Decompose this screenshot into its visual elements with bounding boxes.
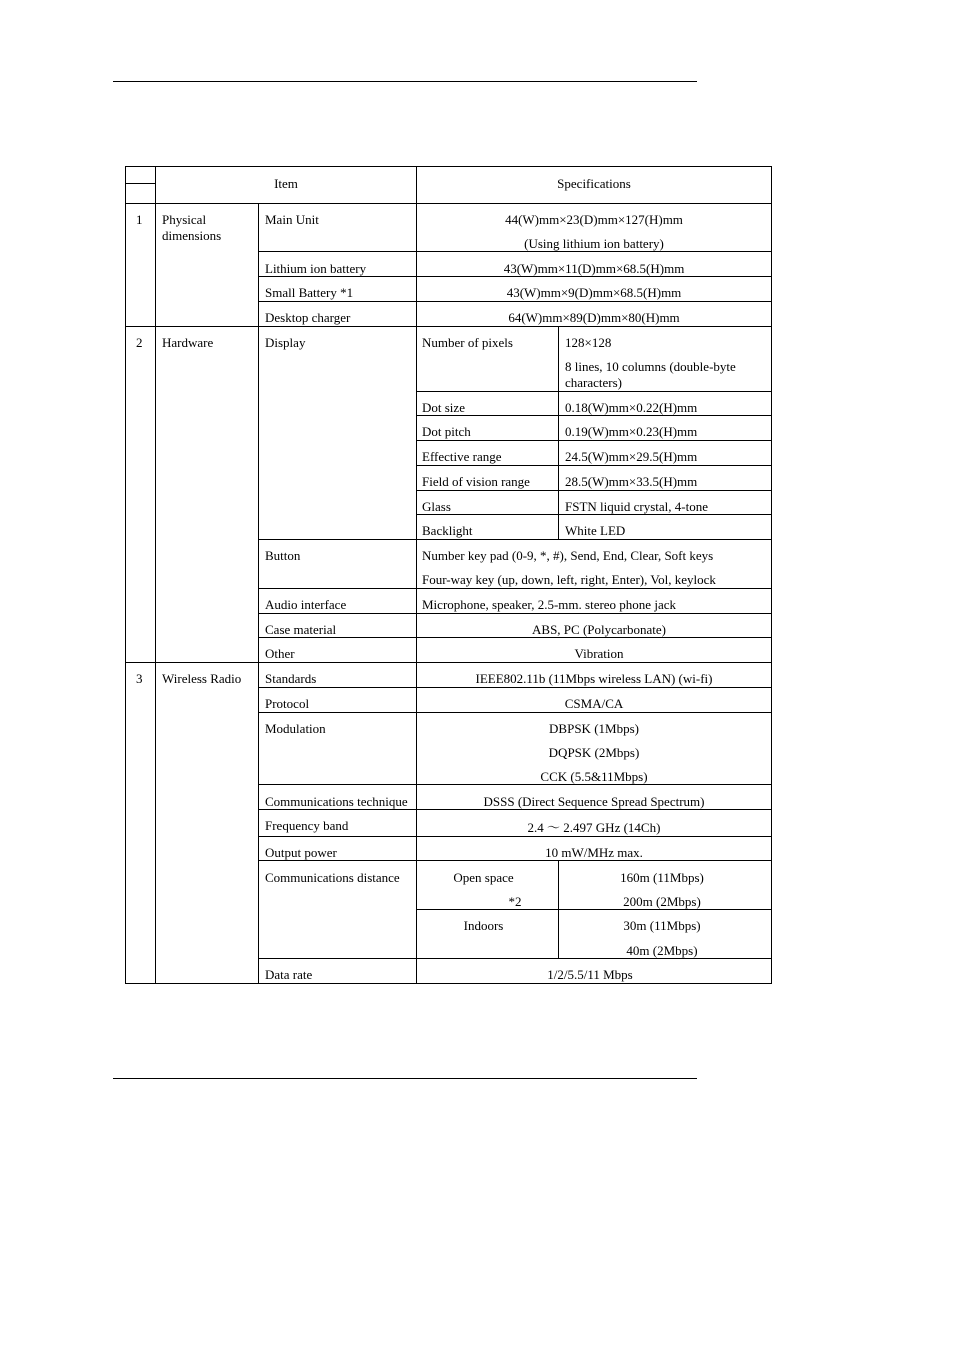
display-attr-value: FSTN liquid crystal, 4-tone: [565, 499, 708, 514]
row-line: [258, 712, 772, 713]
row-line: [258, 301, 772, 302]
spec-value: CCK (5.5&11Mbps): [540, 769, 648, 784]
spec-value: 43(W)mm×11(D)mm×68.5(H)mm: [503, 261, 685, 276]
display-attr-value: 28.5(W)mm×33.5(H)mm: [565, 474, 698, 489]
display-attr-value: 128×128: [565, 335, 612, 350]
footer-rule: [113, 1078, 697, 1079]
distance-note: *2: [508, 894, 522, 909]
spec-value: 2.4 ～ 2.497 GHz (14Ch): [527, 820, 661, 835]
item-label: Communications technique: [265, 794, 408, 809]
display-attr-value: White LED: [565, 523, 626, 538]
item-label: Communications distance: [265, 870, 400, 885]
item-label: Case material: [265, 622, 337, 637]
item-label: Main Unit: [265, 212, 319, 227]
header-rule: [113, 81, 697, 82]
col-line: [558, 326, 559, 539]
item-label: Data rate: [265, 967, 313, 982]
section-category: Hardware: [162, 335, 214, 350]
item-label: Button: [265, 548, 301, 563]
item-label: Other: [265, 646, 295, 661]
row-line: [258, 836, 772, 837]
spec-value: 43(W)mm×9(D)mm×68.5(H)mm: [506, 285, 682, 300]
table-corner-line: [125, 183, 155, 184]
spec-value: CSMA/CA: [564, 696, 624, 711]
table-border-left: [125, 166, 126, 984]
spec-value: DSSS (Direct Sequence Spread Spectrum): [483, 794, 705, 809]
display-attr-value: 0.18(W)mm×0.22(H)mm: [565, 400, 698, 415]
table-border-bottom: [125, 983, 772, 984]
item-label: Desktop charger: [265, 310, 351, 325]
section-category: Wireless Radio: [162, 671, 242, 686]
spec-value: IEEE802.11b (11Mbps wireless LAN) (wi-fi): [475, 671, 713, 686]
spec-value: 64(W)mm×89(D)mm×80(H)mm: [508, 310, 680, 325]
row-line: [258, 588, 772, 589]
item-label: Frequency band: [265, 818, 349, 833]
distance-value: 160m (11Mbps): [620, 870, 704, 885]
col-line: [258, 203, 259, 984]
spec-value: 44(W)mm×23(D)mm×127(H)mm: [505, 212, 683, 227]
table-border-right: [771, 166, 772, 984]
row-line: [416, 490, 772, 491]
row-line: [416, 391, 772, 392]
item-label: Lithium ion battery: [265, 261, 367, 276]
display-attr-name: Glass: [422, 499, 451, 514]
row-line: [258, 613, 772, 614]
item-label: Audio interface: [265, 597, 347, 612]
spec-value: DQPSK (2Mbps): [548, 745, 640, 760]
spec-value: ABS, PC (Polycarbonate): [532, 622, 666, 637]
distance-value: 40m (2Mbps): [626, 943, 698, 958]
spec-value: 1/2/5.5/11 Mbps: [547, 967, 633, 982]
section-line: [125, 662, 772, 663]
display-attr-name: Field of vision range: [422, 474, 530, 489]
distance-condition: Open space: [453, 870, 514, 885]
display-attr-value: 24.5(W)mm×29.5(H)mm: [565, 449, 698, 464]
item-label: Standards: [265, 671, 317, 686]
spec-value: 10 mW/MHz max.: [545, 845, 643, 860]
section-number: 1: [136, 212, 143, 227]
item-label: Small Battery *1: [265, 285, 354, 300]
spec-value: DBPSK (1Mbps): [549, 721, 639, 736]
spec-value: Four-way key (up, down, left, right, Enter), Vol, keylock: [422, 572, 716, 587]
distance-value: 200m (2Mbps): [623, 894, 701, 909]
spec-value: Vibration: [574, 646, 624, 661]
row-line: [416, 440, 772, 441]
row-line: [258, 539, 772, 540]
item-label: Protocol: [265, 696, 310, 711]
item-label: Modulation: [265, 721, 326, 736]
display-attr-name: Dot size: [422, 400, 465, 415]
spec-value: Microphone, speaker, 2.5-mm. stereo phone jack: [422, 597, 676, 612]
header-item: Item: [274, 176, 298, 191]
display-attr-name: Backlight: [422, 523, 473, 538]
item-label: Display: [265, 335, 306, 350]
spec-value: Number key pad (0-9, *, #), Send, End, Clear, Soft keys: [422, 548, 714, 563]
col-line: [155, 166, 156, 984]
display-attr-value: 8 lines, 10 columns (double-byte characters): [565, 359, 736, 390]
section-category: Physical dimensions: [162, 212, 222, 243]
display-attr-name: Effective range: [422, 449, 502, 464]
display-attr-value: 0.19(W)mm×0.23(H)mm: [565, 424, 698, 439]
row-line: [258, 687, 772, 688]
display-attr-name: Number of pixels: [422, 335, 513, 350]
table-header-bottom: [125, 203, 772, 204]
specifications-table: [125, 166, 772, 984]
section-number: 3: [136, 671, 143, 686]
item-label: Output power: [265, 845, 337, 860]
distance-condition: Indoors: [463, 918, 504, 933]
section-line: [125, 326, 772, 327]
section-number: 2: [136, 335, 143, 350]
display-attr-name: Dot pitch: [422, 424, 471, 439]
row-line: [416, 465, 772, 466]
spec-note: (Using lithium ion battery): [524, 236, 664, 251]
table-border-top: [125, 166, 772, 167]
distance-value: 30m (11Mbps): [623, 918, 701, 933]
header-specifications: Specifications: [557, 176, 631, 191]
